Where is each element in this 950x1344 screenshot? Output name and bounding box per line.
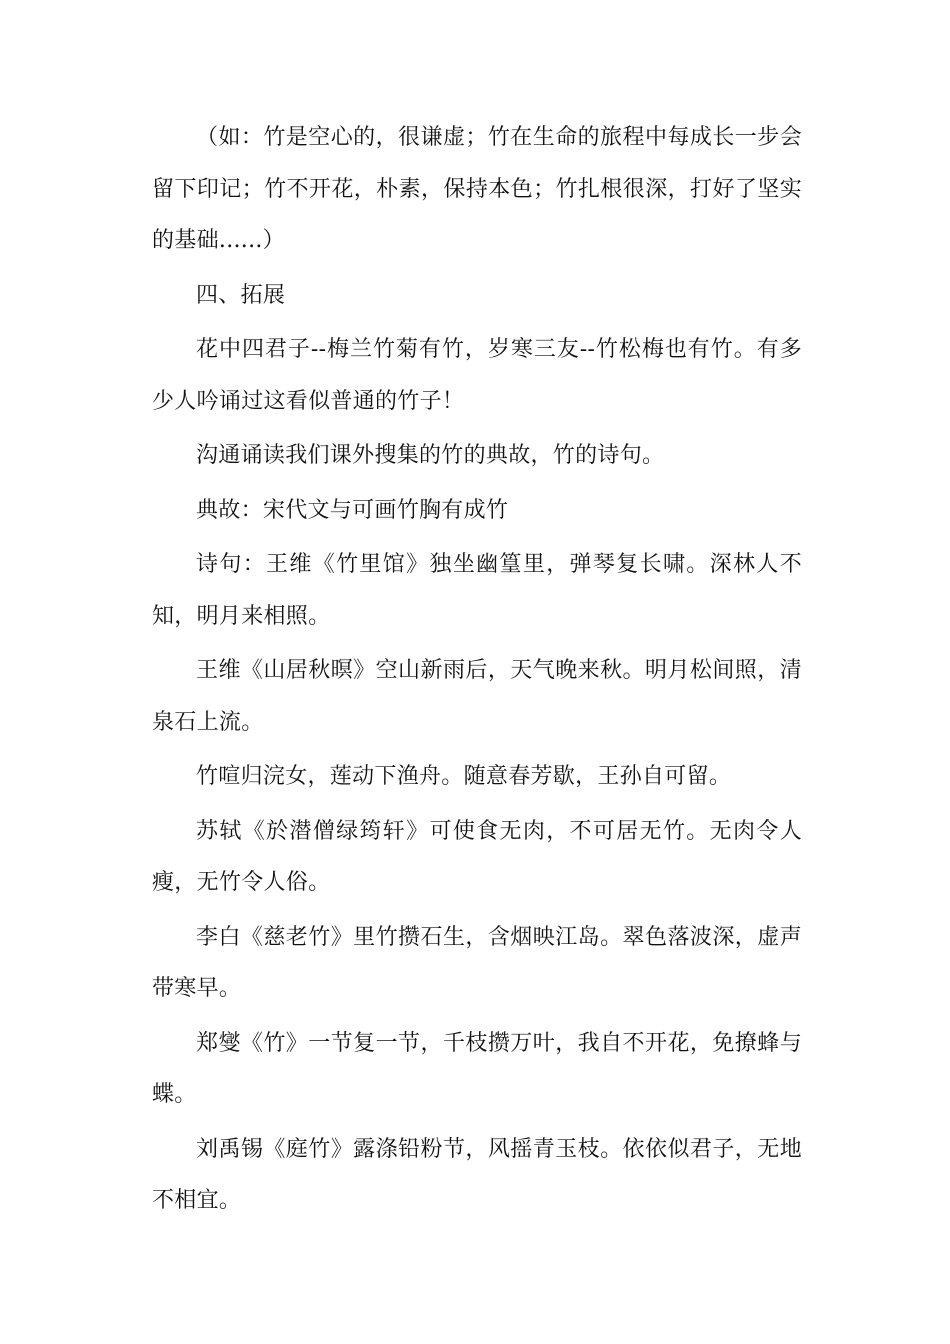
paragraph-poem-wangwei-2: 王维《山居秋暝》空山新雨后，天气晚来秋。明月松间照，清泉石上流。 xyxy=(152,658,802,735)
section-heading-extension: 四、拓展 xyxy=(196,282,286,308)
paragraph-four-gentlemen: 花中四君子--梅兰竹菊有竹，岁寒三友--竹松梅也有竹。有多少人吟诵过这看似普通的竹子！ xyxy=(152,337,802,414)
paragraph-poem-libai: 李白《慈老竹》里竹攒石生，含烟映江岛。翠色落波深，虚声带寒早。 xyxy=(152,924,802,1001)
paragraph-poem-zhengxie: 郑燮《竹》一节复一节，千枝攒万叶，我自不开花，免撩蜂与蝶。 xyxy=(152,1030,802,1107)
paragraph-poem-liuyuxi: 刘禹锡《庭竹》露涤铅粉节，风摇青玉枝。依依似君子，无地不相宜。 xyxy=(152,1136,802,1213)
paragraph-example-answer: （如：竹是空心的，很谦虚；竹在生命的旅程中每成长一步会留下印记；竹不开花，朴素，保持本色；竹扎根很深，打好了坚实的基础......） xyxy=(152,125,802,253)
paragraph-poem-wangwei-2-cont: 竹喧归浣女，莲动下渔舟。随意春芳歇，王孙自可留。 xyxy=(196,764,732,789)
paragraph-allusion: 典故：宋代文与可画竹胸有成竹 xyxy=(196,497,509,523)
paragraph-poem-wangwei-1: 诗句：王维《竹里馆》独坐幽篁里，弹琴复长啸。深林人不知，明月来相照。 xyxy=(152,552,802,629)
paragraph-poem-sushi: 苏轼《於潜僧绿筠轩》可使食无肉，不可居无竹。无肉令人瘦，无竹令人俗。 xyxy=(152,818,802,895)
document-body xyxy=(152,112,802,1230)
paragraph-recite-instruction: 沟通诵读我们课外搜集的竹的典故，竹的诗句。 xyxy=(196,443,665,468)
